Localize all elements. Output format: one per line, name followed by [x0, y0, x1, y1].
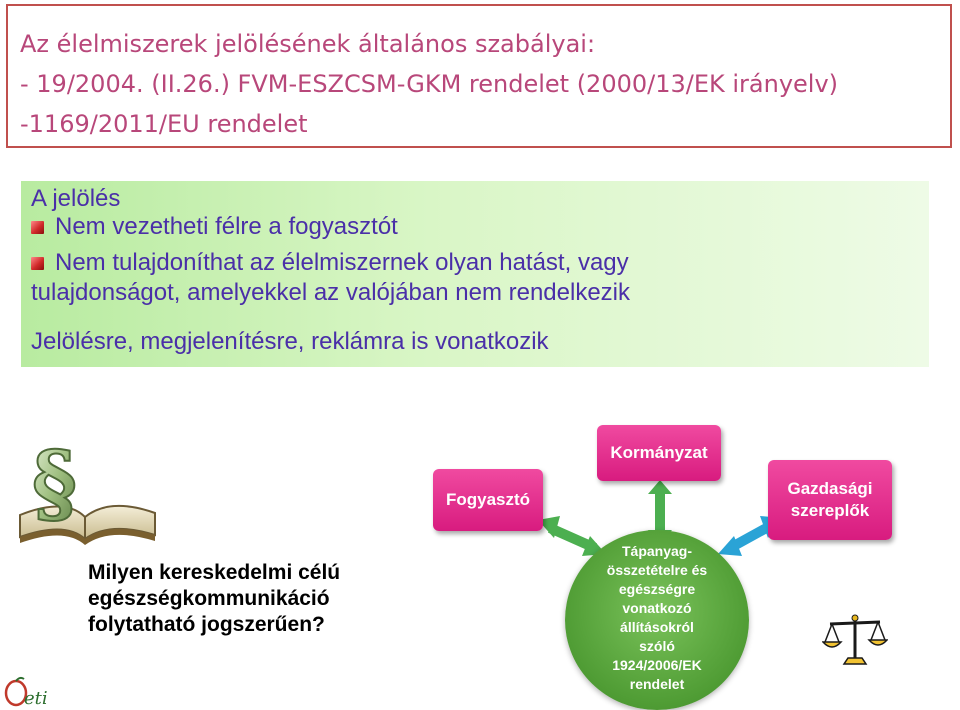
diagram-box-business-label-1: Gazdasági	[787, 479, 873, 498]
content-note: Jelölésre, megjelenítésre, reklámra is vonatkozik	[31, 328, 549, 355]
center-text-line: vonatkozó	[622, 600, 692, 616]
center-text-line: rendelet	[629, 676, 685, 692]
title-line-1: Az élelmiszerek jelölésének általános szabályai:	[20, 30, 596, 58]
diagram-box-government	[597, 425, 721, 481]
content-box	[21, 181, 929, 367]
diagram-box-business-label-2: szereplők	[790, 501, 870, 520]
bullet-icon	[31, 257, 44, 270]
title-line-2: - 19/2004. (II.26.) FVM-ESZCSM-GKM rendelet (2000/13/EK irányelv)	[20, 70, 839, 98]
center-text-line: egészségre	[618, 581, 696, 597]
law-book-icon	[10, 435, 160, 555]
center-text-line: Tápanyag-	[621, 543, 692, 559]
content-heading: A jelölés	[31, 185, 121, 212]
bullet-icon	[31, 221, 44, 234]
diagram-box-business	[768, 460, 892, 540]
scales-of-justice-icon	[822, 612, 888, 668]
diagram-box-consumer-label: Fogyasztó	[445, 490, 531, 509]
svg-text:eti: eti	[24, 688, 48, 708]
question-line-2: egészségkommunikáció	[88, 587, 330, 610]
diagram-box-consumer	[433, 469, 543, 531]
center-text-line: állításokról	[620, 619, 694, 635]
question-line-1: Milyen kereskedelmi célú	[88, 561, 341, 584]
svg-text:§: §	[32, 435, 77, 534]
bullet-2-text-line2: tulajdonságot, amelyekkel az valójában nem rendelkezik	[31, 279, 631, 306]
question-text	[88, 560, 408, 638]
oeti-logo	[4, 676, 54, 708]
center-text-line: szóló	[639, 638, 675, 654]
diagram-center-text	[565, 542, 749, 694]
bullet-2-text-line1: Nem tulajdoníthat az élelmiszernek olyan hatást, vagy	[55, 249, 629, 276]
question-line-3: folytatható jogszerűen?	[88, 613, 325, 636]
center-text-line: 1924/2006/EK	[612, 657, 702, 673]
center-text-line: összetételre és	[606, 562, 708, 578]
bullet-1-text: Nem vezetheti félre a fogyasztót	[55, 213, 398, 240]
title-line-3: -1169/2011/EU rendelet	[20, 110, 308, 138]
title-box	[6, 4, 952, 148]
diagram-box-government-label: Kormányzat	[610, 443, 708, 462]
